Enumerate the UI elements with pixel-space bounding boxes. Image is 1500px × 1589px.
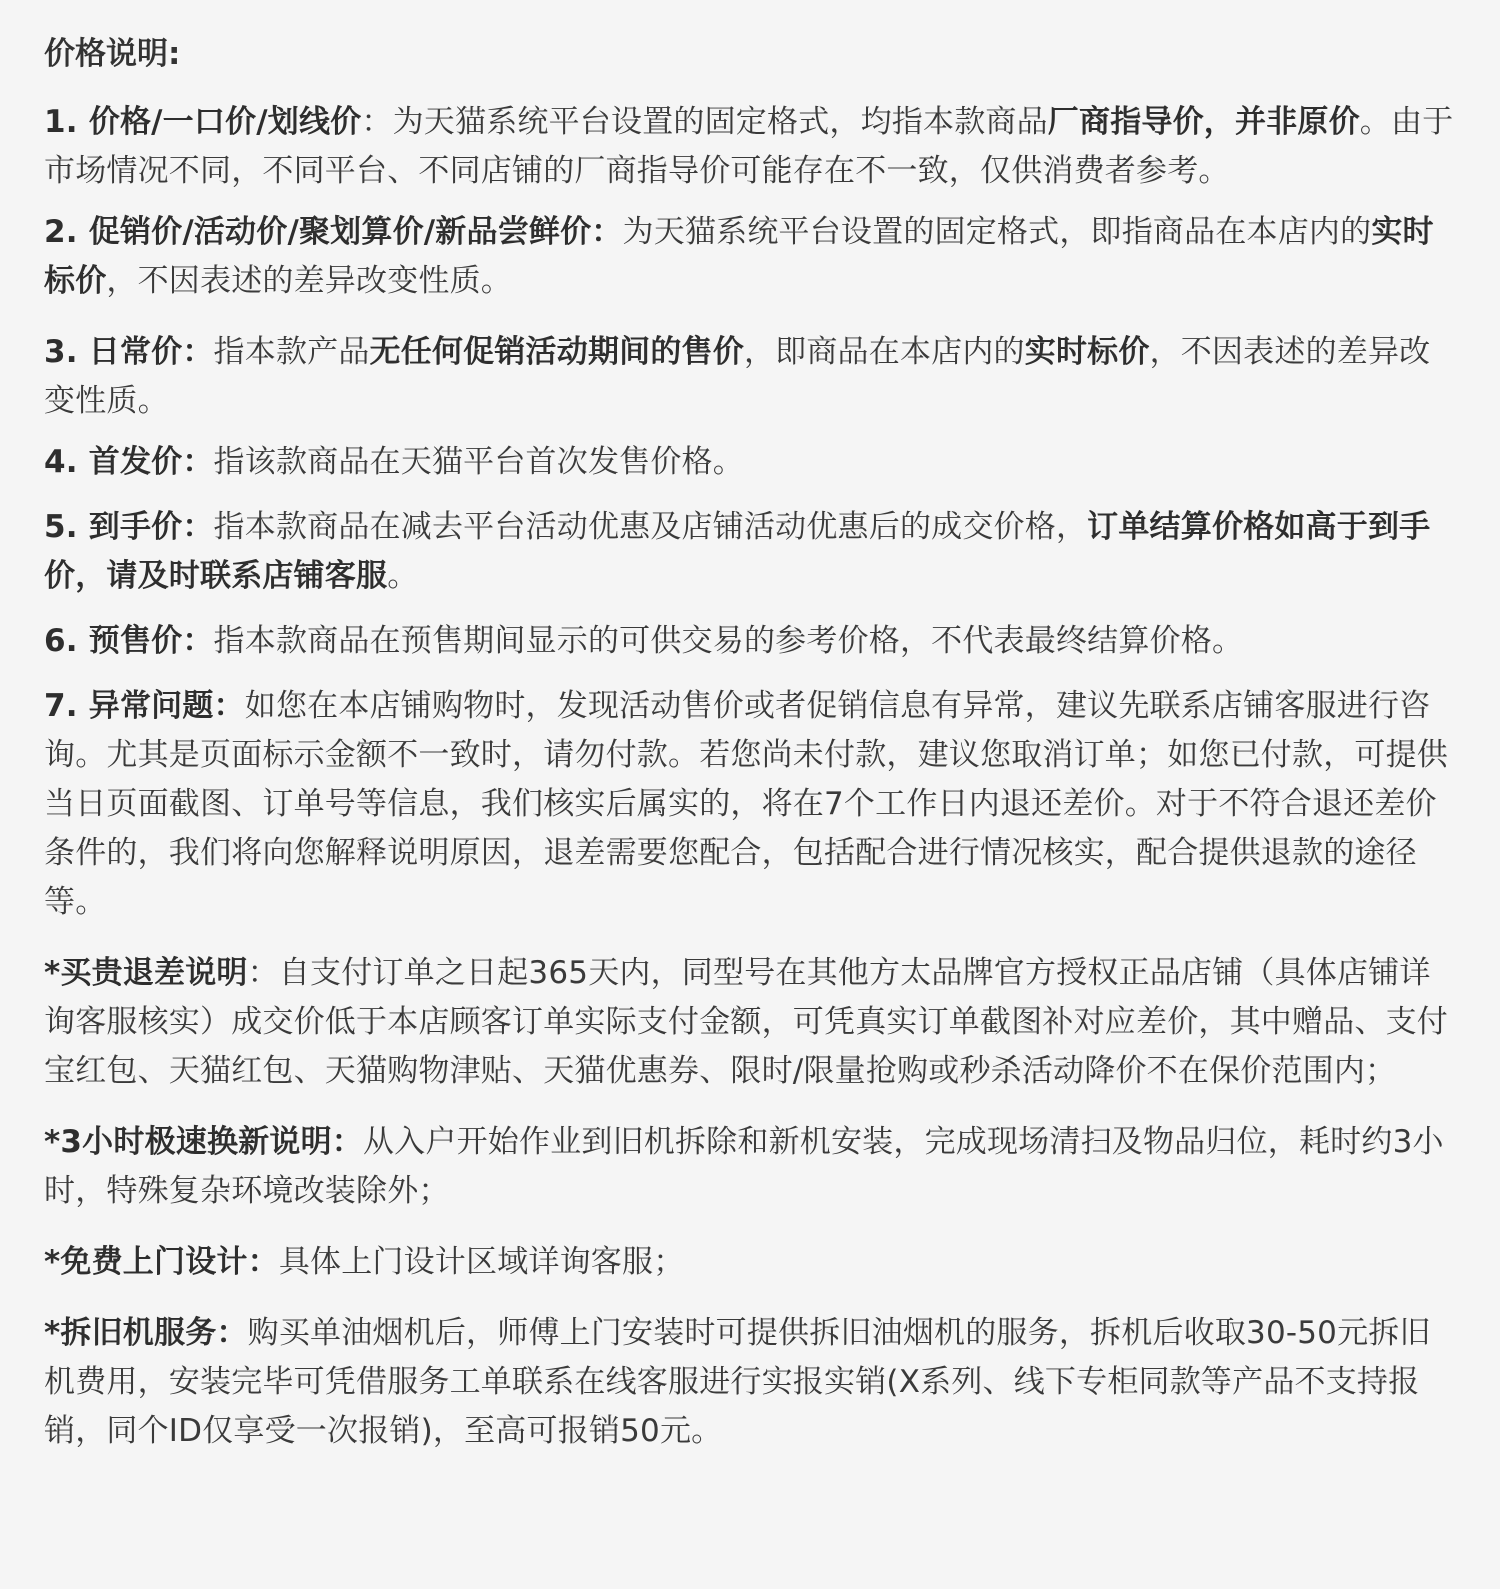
item-4-launch-price: [44, 438, 1456, 487]
note-price-protection-label: *买贵退差说明: [44, 955, 248, 991]
item-2-emphasis: 实时标价: [44, 214, 1434, 299]
item-5-final-price: [44, 503, 1456, 601]
note-old-unit-removal-text: 购买单油烟机后，师傅上门安装时可提供拆旧油烟机的服务，拆机后收取30-50元拆旧机费用，安装完毕可凭借服务工单联系在线客服进行实报实销(X系列、线下专柜同款等产品不支持报销，同个ID仅享受一次报销)，至高可报销50元。: [44, 1315, 1431, 1449]
item-6-label: 6. 预售价：: [44, 623, 214, 659]
note-free-design: [44, 1238, 1456, 1287]
item-1-text-a: ：为天猫系统平台设置的固定格式，均指本款商品: [361, 104, 1048, 140]
item-3-text-a: 指本款产品: [213, 334, 370, 370]
note-free-design-text: 具体上门设计区域详询客服；: [278, 1244, 685, 1280]
item-3-emphasis-b: 实时标价: [1024, 334, 1150, 370]
note-free-design-label: *免费上门设计：: [44, 1244, 279, 1280]
item-6-text: 指本款商品在预售期间显示的可供交易的参考价格，不代表最终结算价格。: [213, 623, 1244, 659]
item-2-text-a: 为天猫系统平台设置的固定格式，即指商品在本店内的: [622, 214, 1372, 250]
item-2-label: 2. 促销价/活动价/聚划算价/新品尝鲜价：: [44, 214, 623, 250]
note-price-protection: [44, 949, 1456, 1096]
item-3-text-b: ，即商品在本店内的: [743, 334, 1025, 370]
item-5-text-b: 。: [387, 558, 419, 594]
item-5-emphasis: 订单结算价格如高于到手价，请及时联系店铺客服: [44, 509, 1431, 594]
note-fast-replacement: [44, 1118, 1456, 1216]
item-2-promo-price: [44, 208, 1456, 306]
note-old-unit-removal-label: *拆旧机服务：: [44, 1315, 248, 1351]
note-price-protection-text: ：自支付订单之日起365天内，同型号在其他方太品牌官方授权正品店铺（具体店铺详询客服核实）成交价低于本店顾客订单实际支付金额，可凭真实订单截图补对应差价，其中赠品、支付宝红包、天猫红包、天猫购物津贴、天猫优惠券、限时/限量抢购或秒杀活动降价不在保价范围内；: [44, 955, 1448, 1089]
note-fast-replacement-text: 从入户开始作业到旧机拆除和新机安装，完成现场清扫及物品归位，耗时约3小时，特殊复杂环境改装除外；: [44, 1124, 1444, 1209]
item-7-label: 7. 异常问题：: [44, 688, 245, 724]
item-5-text-a: 指本款商品在减去平台活动优惠及店铺活动优惠后的成交价格，: [213, 509, 1088, 545]
item-2-text-b: ，不因表述的差异改变性质。: [106, 263, 513, 299]
item-1-emphasis: 厂商指导价，并非原价: [1047, 104, 1360, 140]
note-fast-replacement-label: *3小时极速换新说明：: [44, 1124, 363, 1160]
note-old-unit-removal: [44, 1309, 1456, 1456]
item-7-text: 如您在本店铺购物时，发现活动售价或者促销信息有异常，建议先联系店铺客服进行咨询。尤其是页面标示金额不一致时，请勿付款。若您尚未付款，建议您取消订单；如您已付款，可提供当日页面截图、订单号等信息，我们核实后属实的，将在7个工作日内退还差价。对于不符合退还差价条件的，我们将向您解释说明原因，退差需要您配合，包括配合进行情况核实，配合提供退款的途径等。: [44, 688, 1448, 920]
item-3-label: 3. 日常价：: [44, 334, 214, 370]
page-title: 价格说明:: [44, 36, 181, 72]
item-3-daily-price: [44, 328, 1456, 426]
item-4-text: 指该款商品在天猫平台首次发售价格。: [213, 444, 744, 480]
item-3-emphasis-a: 无任何促销活动期间的售价: [369, 334, 744, 370]
item-1-label: 1. 价格/一口价/划线价: [44, 104, 362, 140]
item-1-list-price: [44, 98, 1456, 196]
item-4-label: 4. 首发价：: [44, 444, 214, 480]
item-5-label: 5. 到手价：: [44, 509, 214, 545]
item-6-presale-price: [44, 617, 1456, 666]
item-3-text-c: ，不因表述的差异改变性质。: [44, 334, 1431, 419]
item-1-text-b: 。由于市场情况不同，不同平台、不同店铺的厂商指导价可能存在不一致，仅供消费者参考。: [44, 104, 1454, 189]
item-7-exceptions: [44, 682, 1456, 927]
